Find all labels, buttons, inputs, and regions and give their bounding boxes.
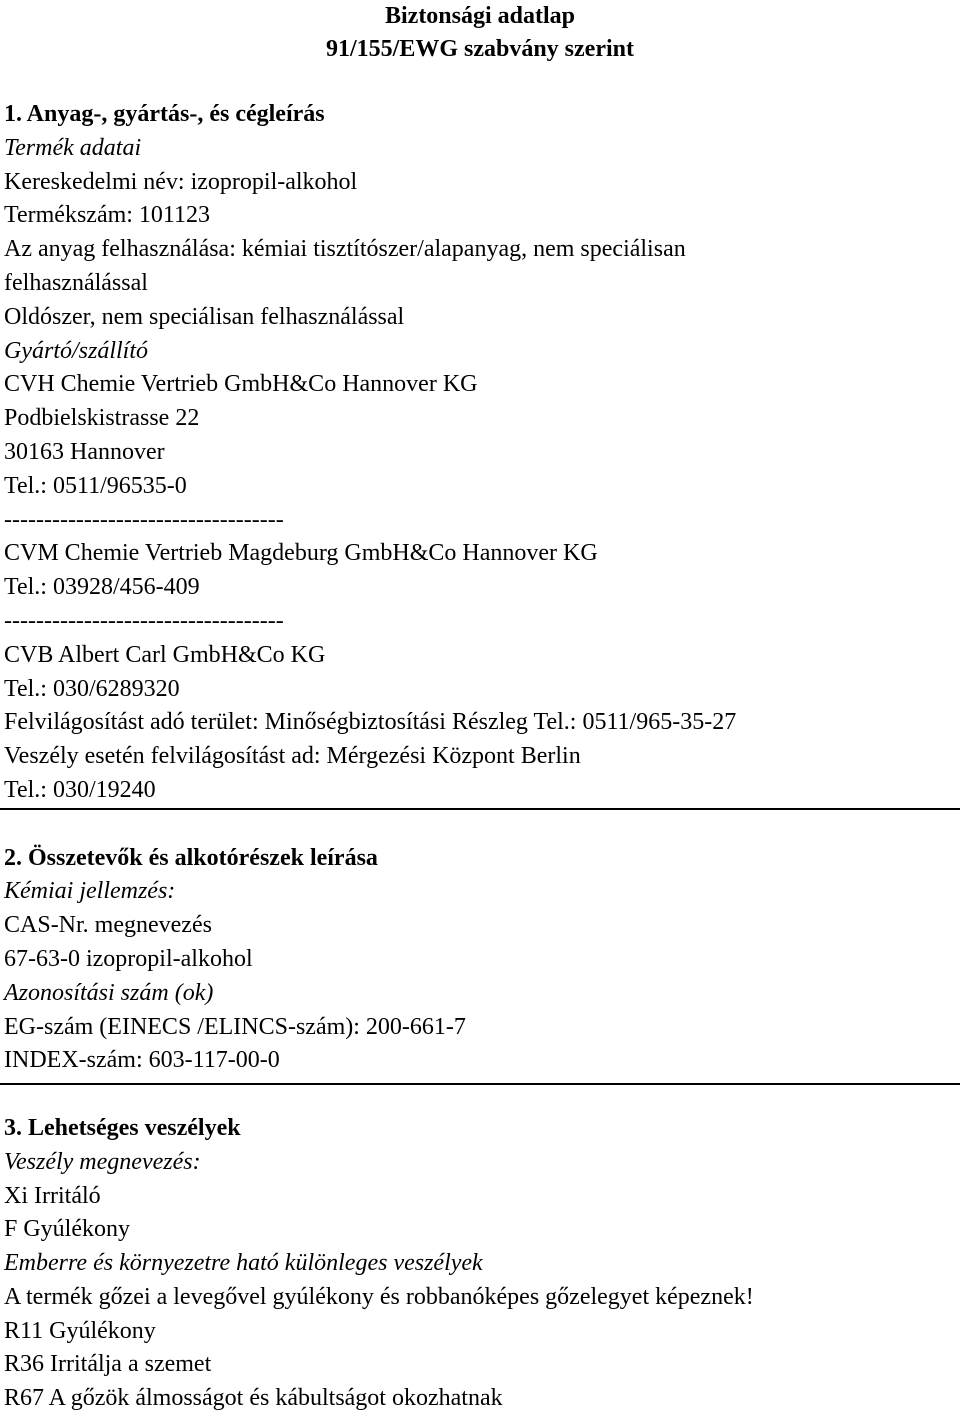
index-number: INDEX-szám: 603-117-00-0 bbox=[4, 1047, 280, 1074]
document-title: Biztonsági adatlap bbox=[384, 3, 576, 29]
hazard-label: Veszély megnevezés: bbox=[4, 1148, 201, 1175]
supplier-label: Gyártó/szállító bbox=[4, 337, 149, 364]
section2-heading: 2. Összetevők és alkotórészek leírása bbox=[4, 844, 378, 871]
r11-phrase: R11 Gyúlékony bbox=[4, 1317, 156, 1344]
company1-tel: Tel.: 0511/96535-0 bbox=[4, 472, 187, 499]
product-number: Termékszám: 101123 bbox=[4, 202, 211, 229]
section3-heading: 3. Lehetséges veszélyek bbox=[4, 1114, 241, 1141]
vapour-note: A termék gőzei a levegővel gyúlékony és robbanóképes gőzelegyet képeznek! bbox=[4, 1283, 754, 1310]
separator-1: ----------------------------------- bbox=[4, 506, 284, 533]
company1-street: Podbielskistrasse 22 bbox=[4, 405, 200, 432]
info-department: Felvilágosítást adó terület: Minőségbiztosítási Részleg Tel.: 0511/965-35-27 bbox=[4, 709, 737, 736]
section-divider-1 bbox=[0, 808, 960, 810]
company2-name: CVM Chemie Vertrieb Magdeburg GmbH&Co Hannover KG bbox=[4, 540, 598, 567]
section-spacer bbox=[4, 808, 956, 842]
hazard-xi: Xi Irritáló bbox=[4, 1182, 101, 1209]
chem-label: Kémiai jellemzés: bbox=[4, 878, 176, 905]
section1-heading: 1. Anyag-, gyártás-, és cégleírás bbox=[4, 101, 325, 127]
section-divider-2 bbox=[0, 1083, 960, 1085]
company1-name: CVH Chemie Vertrieb GmbH&Co Hannover KG bbox=[4, 371, 478, 398]
eg-number: EG-szám (EINECS /ELINCS-szám): 200-661-7 bbox=[4, 1013, 466, 1040]
product-data-label: Termék adatai bbox=[4, 134, 142, 161]
document-subtitle: 91/155/EWG szabvány szerint bbox=[325, 36, 634, 62]
r67-phrase: R67 A gőzök álmosságot és kábultságot okozhatnak bbox=[4, 1385, 503, 1412]
document-body bbox=[4, 98, 956, 1416]
hazard-f: F Gyúlékony bbox=[4, 1216, 130, 1243]
usage-line-3: Oldószer, nem speciálisan felhasználással bbox=[4, 303, 405, 330]
separator-2: ----------------------------------- bbox=[4, 607, 284, 634]
usage-line-2: felhasználással bbox=[4, 269, 148, 296]
ids-label: Azonosítási szám (ok) bbox=[4, 979, 214, 1006]
r36-phrase: R36 Irritálja a szemet bbox=[4, 1351, 212, 1378]
trade-name: Kereskedelmi név: izopropil-alkohol bbox=[4, 168, 358, 195]
document-header bbox=[290, 0, 670, 66]
emergency-info: Veszély esetén felvilágosítást ad: Mérgezési Központ Berlin bbox=[4, 743, 581, 770]
company3-name: CVB Albert Carl GmbH&Co KG bbox=[4, 641, 326, 668]
company1-city: 30163 Hannover bbox=[4, 438, 165, 465]
company3-tel: Tel.: 030/6289320 bbox=[4, 675, 180, 702]
cas-header: CAS-Nr. megnevezés bbox=[4, 912, 212, 939]
cas-row: 67-63-0 izopropil-alkohol bbox=[4, 945, 253, 972]
special-hazards-label: Emberre és környezetre ható különleges veszélyek bbox=[4, 1250, 483, 1277]
emergency-tel: Tel.: 030/19240 bbox=[4, 776, 156, 803]
usage-line-1: Az anyag felhasználása: kémiai tisztítószer/alapanyag, nem speciálisan bbox=[4, 236, 686, 263]
company2-tel: Tel.: 03928/456-409 bbox=[4, 574, 200, 601]
